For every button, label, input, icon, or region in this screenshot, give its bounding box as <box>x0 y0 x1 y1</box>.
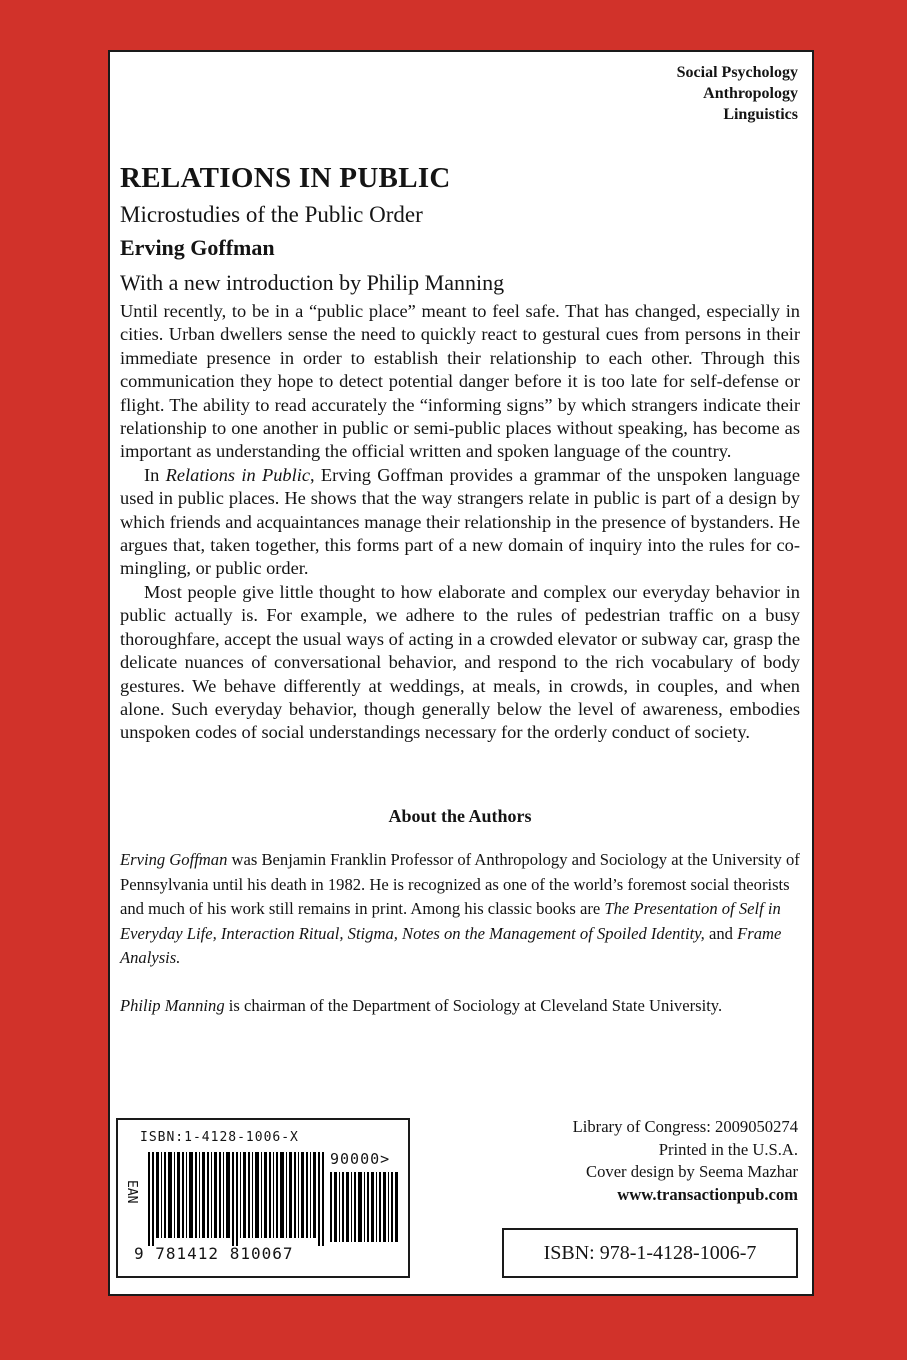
text-span: and <box>704 923 738 943</box>
book-reference: Frame Analysis. <box>120 923 782 967</box>
barcode-isbn: ISBN:1-4128-1006-X <box>140 1130 299 1145</box>
text-span: In <box>144 464 166 485</box>
book-author: Erving Goffman <box>120 235 275 260</box>
barcode-box <box>116 1118 410 1278</box>
isbn-box: ISBN: 978-1-4128-1006-7 <box>502 1228 798 1278</box>
back-cover-panel <box>108 50 814 1296</box>
introduction-credit: With a new introduction by Philip Manning <box>120 270 505 295</box>
author-name: Erving Goffman <box>120 850 228 869</box>
subject-item: Anthropology <box>703 85 798 102</box>
description-paragraph: Most people give little thought to how elaborate and complex our everyday behavior in public actually is. For example, we adhere to the rules of pedestrian traffic on a busy thoroughfare, accept the usual ways of acting in a crowded elevator or subway car, grasp the delicate nuances of conversational behavior, and respond to the rich vocabulary of body gestures. We behave differently at weddings, at meals, in crowds, in couples, and when alone. Such everyday behavior, though generally below the level of awareness, embodies unspoken codes of social understandings necessary for the orderly conduct of society. <box>120 581 800 743</box>
book-description <box>120 300 800 745</box>
description-paragraph: Until recently, to be in a “public place” meant to feel safe. That has changed, especially in cities. Urban dwellers sense the need to quickly react to gestural cues from persons in their immediate presence in order to establish their relationship to each other. Through this communication they hope to detect potential danger before it is too late for self-defense or flight. The ability to read accurately the “informing signs” by which strangers indicate their relationship to one another in public or semi-public places without speaking, has become as important as understanding the official written and spoken language of the country. <box>120 301 800 462</box>
subject-item: Social Psychology <box>676 64 798 81</box>
author-name: Philip Manning <box>120 996 225 1015</box>
price-barcode-icon <box>330 1172 400 1242</box>
publisher-url: www.transactionpub.com <box>617 1184 798 1204</box>
barcode-price-code: 90000> <box>330 1150 391 1168</box>
printed-in: Printed in the U.S.A. <box>658 1139 798 1159</box>
description-paragraph <box>120 464 800 581</box>
about-authors-heading: About the Authors <box>388 806 532 826</box>
book-subtitle: Microstudies of the Public Order <box>120 202 423 227</box>
library-of-congress: Library of Congress: 2009050274 <box>572 1117 798 1136</box>
barcode-number: 9 781412 810067 <box>134 1244 294 1263</box>
text-span: is chairman of the Department of Sociology at Cleveland State University. <box>224 996 723 1015</box>
manning-bio <box>120 994 802 1019</box>
book-title: RELATIONS IN PUBLIC <box>120 162 451 194</box>
subject-list <box>677 62 798 125</box>
barcode-icon <box>148 1152 328 1246</box>
text-span: was Benjamin Franklin Professor of Anthropology and Sociology at the University of Pennsylvania until his death in 1982. He is recognized as one of the world’s foremost social theorists and much of his work still remains in print. Among his classic books are <box>120 850 800 918</box>
book-list: The Presentation of Self in Everyday Life, Interaction Ritual, Stigma, Notes on the Management of Spoiled Identity, <box>120 899 781 943</box>
publication-credits <box>573 1116 798 1206</box>
barcode-ean-label: EAN <box>124 1180 139 1204</box>
cover-design-credit: Cover design by Seema Mazhar <box>586 1162 798 1181</box>
text-span: , Erving Goffman provides a grammar of the unspoken language used in public places. He shows that the way strangers relate in public is part of a design by which friends and acquaintances manage their relationship in the presence of bystanders. He argues that, taken together, this forms part of a new domain of inquiry into the rules for co-mingling, or public order. <box>120 464 800 579</box>
book-title-reference: Relations in Public <box>165 464 311 485</box>
goffman-bio <box>120 848 802 971</box>
subject-item: Linguistics <box>723 106 798 123</box>
